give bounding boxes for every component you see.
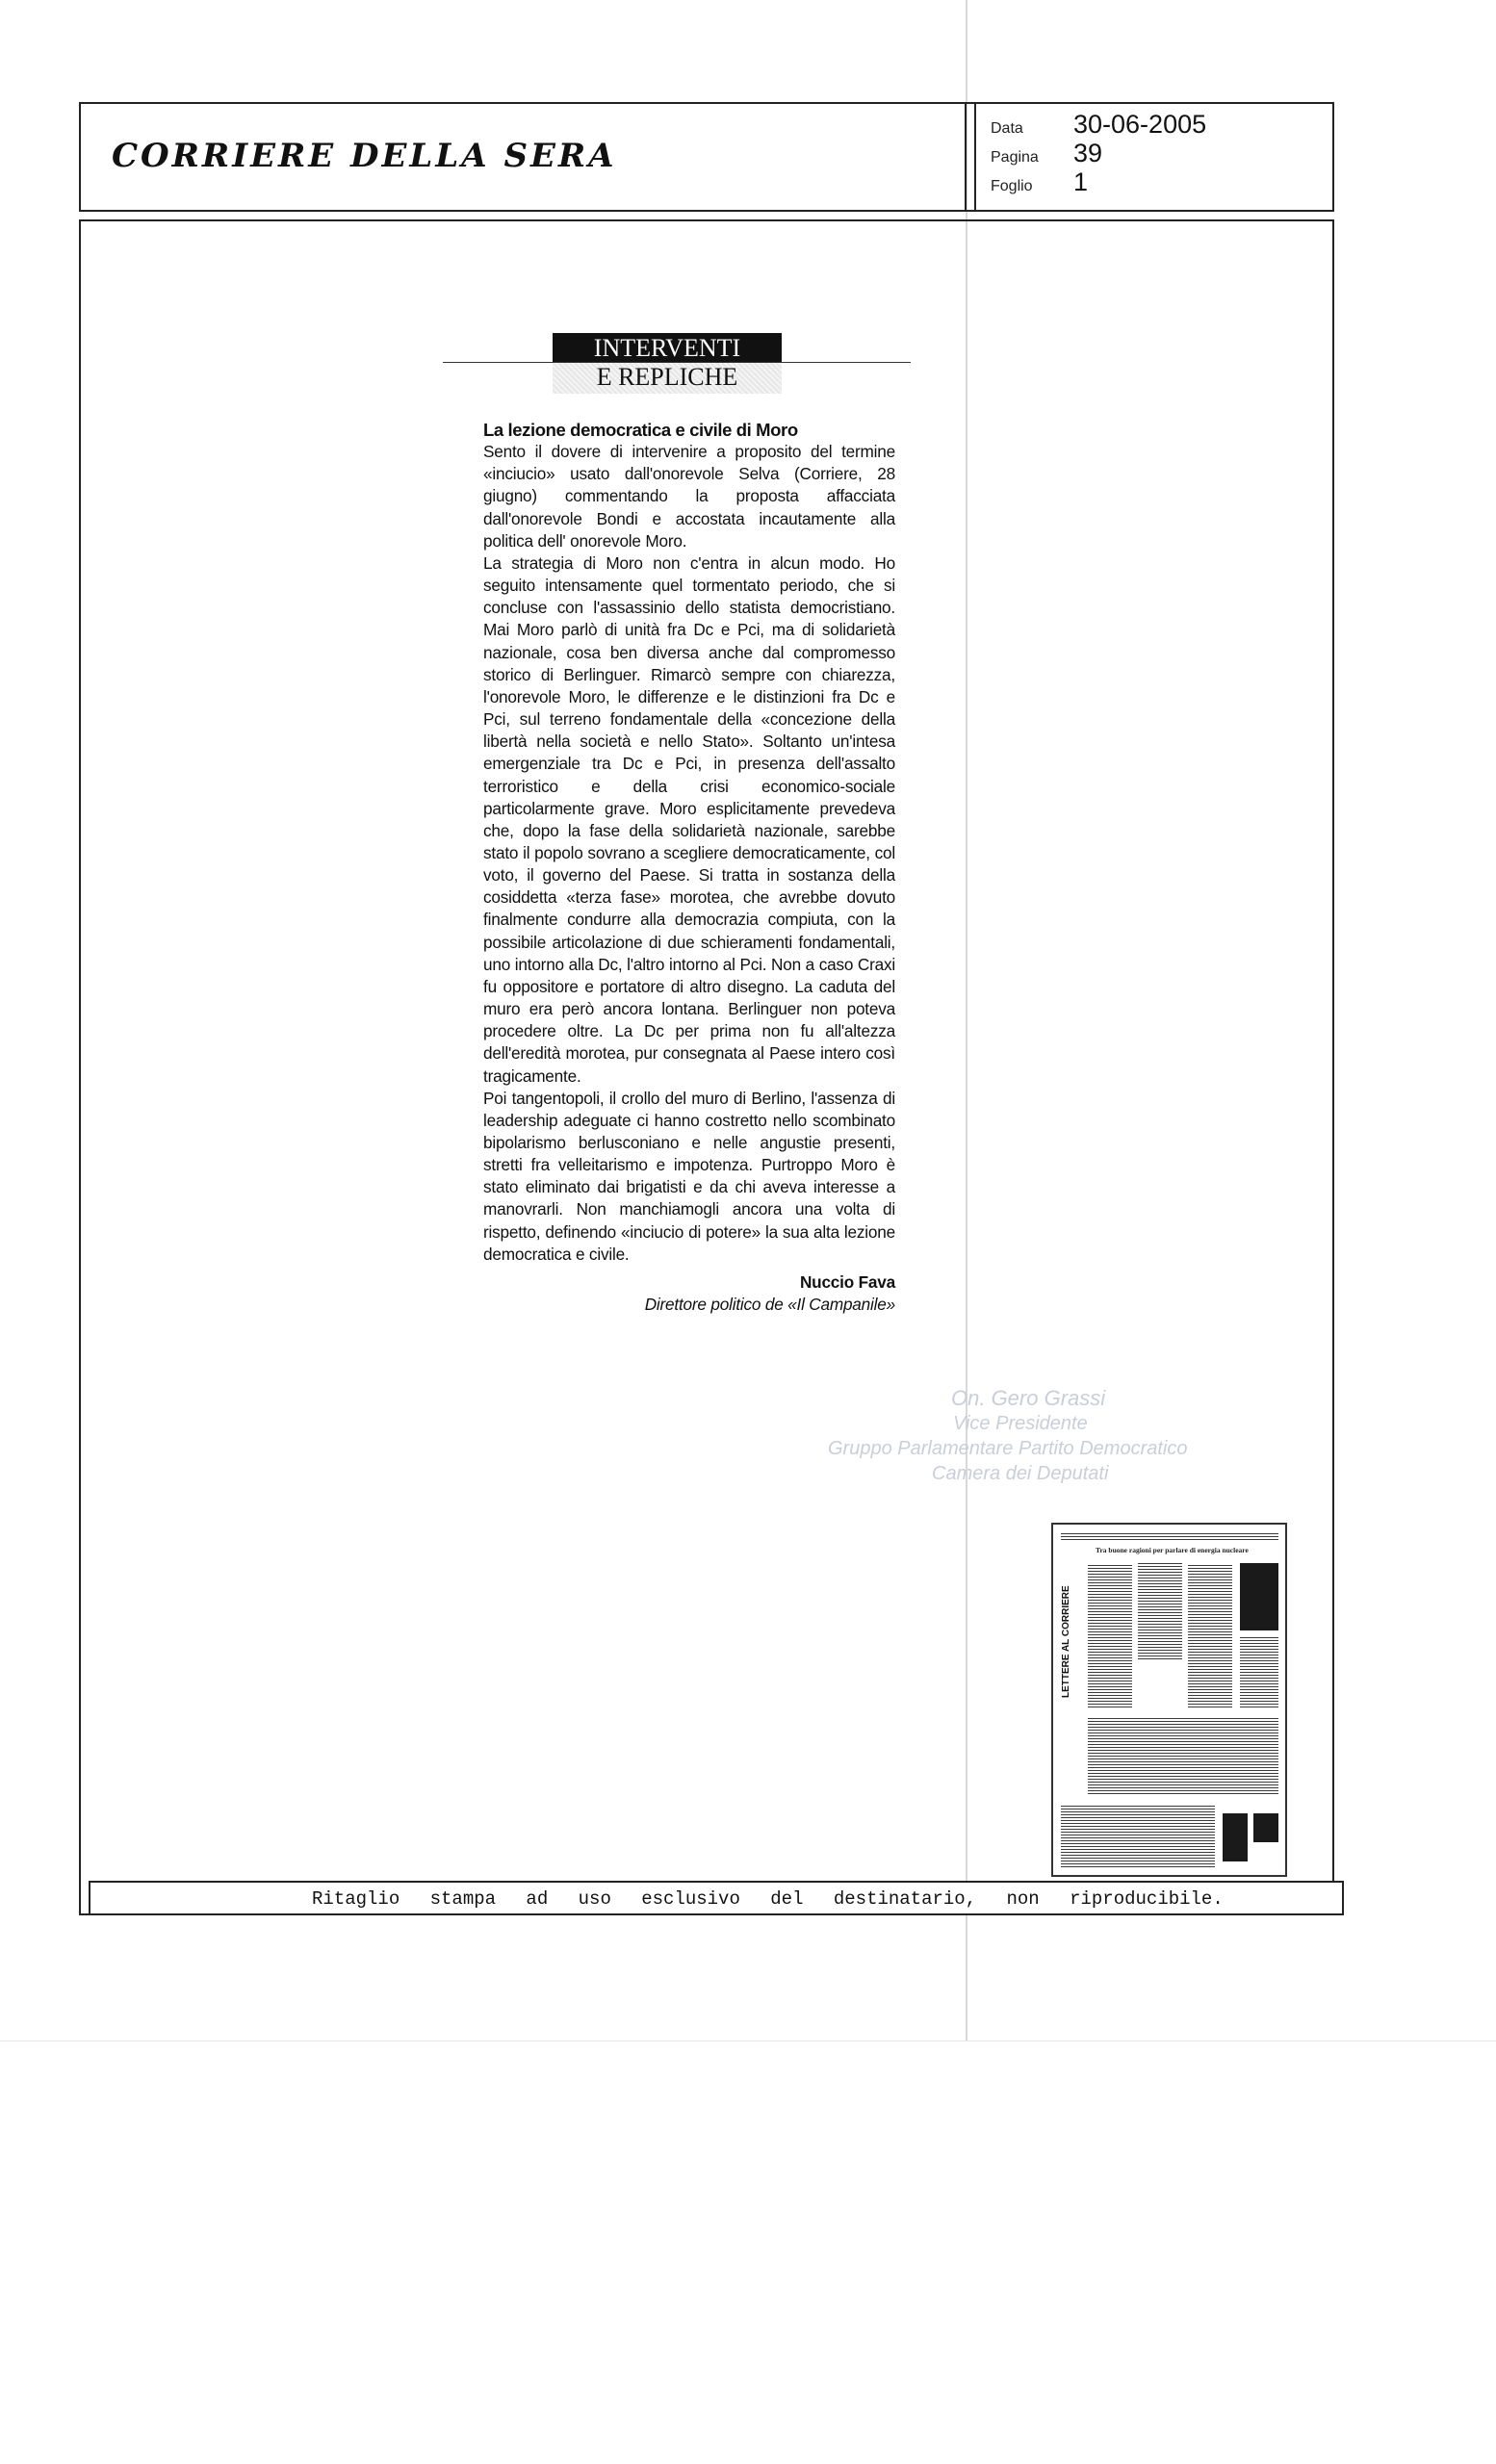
header-divider [974, 104, 976, 210]
thumbnail-text-block [1061, 1532, 1278, 1540]
meta-date [991, 110, 1318, 139]
stamp-line: Camera dei Deputati [932, 1463, 1109, 1484]
meta-value: 1 [1073, 167, 1089, 196]
thumbnail-text-block [1061, 1804, 1215, 1867]
thumbnail-photo [1253, 1813, 1278, 1842]
meta-value: 39 [1073, 139, 1103, 167]
section-header [443, 333, 911, 400]
thumbnail-text-block [1088, 1717, 1278, 1794]
meta-sheet [991, 167, 1318, 196]
section-subtitle: E REPLICHE [553, 363, 782, 394]
thumbnail-headline: Tra buone ragioni per parlare di energia nucleare [1096, 1546, 1249, 1554]
meta-label: Foglio [991, 178, 1033, 194]
article-paragraph: Sento il dovere di intervenire a proposito del termine «inciucio» usato dall'onorevole Selva (Corriere, 28 giugno) commentando la proposta affacciata dall'onorevole Bondi e accostata incautamente alla politica dell' onorevole Moro. [483, 442, 895, 551]
thumbnail-photo [1223, 1813, 1248, 1861]
watermark-stamp [828, 1386, 1232, 1486]
thumbnail-photo [1240, 1563, 1278, 1630]
stamp-line: Vice Presidente [953, 1413, 1088, 1434]
thumbnail-text-block [1188, 1563, 1232, 1707]
thumbnail-text-block [1240, 1636, 1278, 1707]
page-thumbnail [1051, 1523, 1287, 1877]
article [483, 419, 895, 1316]
header [79, 102, 1334, 212]
meta-page [991, 139, 1318, 167]
article-title: La lezione democratica e civile di Moro [483, 420, 798, 440]
article-author-role: Direttore politico de «Il Campanile» [644, 1295, 895, 1315]
stamp-line: Gruppo Parlamentare Partito Democratico [828, 1438, 1188, 1459]
thumbnail-text-block [1138, 1563, 1182, 1659]
meta-value: 30-06-2005 [1073, 110, 1207, 139]
article-paragraph: Poi tangentopoli, il crollo del muro di Berlino, l'assenza di leadership adeguate ci hanno costretto nello scombinato bipolarismo berlusconiano e nelle angustie presenti, stretti fra velleitarismo e impotenza. Purtroppo Moro è stato eliminato dai brigatisti e da chi aveva interesse a manovrarli. Non manchiamogli ancora una volta di rispetto, definendo «inciucio di potere» la sua alta lezione democratica e civile. [483, 1088, 895, 1264]
masthead: CORRIERE DELLA SERA [112, 137, 617, 175]
article-paragraph: La strategia di Moro non c'entra in alcun modo. Ho seguito intensamente quel tormentato periodo, che si concluse con l'assassinio dello statista democristiano. Mai Moro parlò di unità fra Dc e Pci, ma di solidarietà nazionale, cosa ben diversa anche dal compromesso storico di Berlinguer. Rimarcò sempre con chiarezza, l'onorevole Moro, le differenze e le distinzioni fra Dc e Pci, sul terreno fondamentale della «concezione della libertà nella società e nello Stato». Soltanto un'intesa emergenziale tra Dc e Pci, in presenza dell'assalto terroristico e della crisi economico-sociale particolarmente grave. Moro esplicitamente prevedeva che, dopo la fase della solidarietà nazionale, sarebbe stato il popolo sovrano a scegliere democraticamente, col voto, il governo del Paese. Si tratta in sostanza della cosiddetta «terza fase» morotea, che avrebbe dovuto finalmente condurre alla democrazia compiuta, con la possibile articolazione di due schieramenti fondamentali, uno intorno alla Dc, l'altro intorno al Pci. Non a caso Craxi fu oppositore e portatore di altro disegno. La caduta del muro era però ancora lontana. Berlinguer non poteva procedere oltre. La Dc per prima non fu all'altezza dell'eredità morotea, pur consegnata al Paese intero così tragicamente. [483, 552, 895, 1086]
header-divider [965, 104, 967, 210]
meta-label: Data [991, 120, 1023, 137]
section-title: INTERVENTI [553, 333, 782, 362]
thumbnail-side-label: LETTERE AL CORRIERE [1061, 1585, 1071, 1698]
stamp-line: On. Gero Grassi [951, 1386, 1106, 1410]
footer [89, 1881, 1344, 1915]
page-edge [0, 2040, 1496, 2041]
thumbnail-text-block [1088, 1563, 1132, 1707]
meta-label: Pagina [991, 149, 1039, 166]
article-author: Nuccio Fava [799, 1271, 895, 1292]
header-meta [991, 110, 1318, 196]
footer-disclaimer: Ritaglio stampa ad uso esclusivo del destinatario, non riproducibile. [312, 1888, 1224, 1910]
